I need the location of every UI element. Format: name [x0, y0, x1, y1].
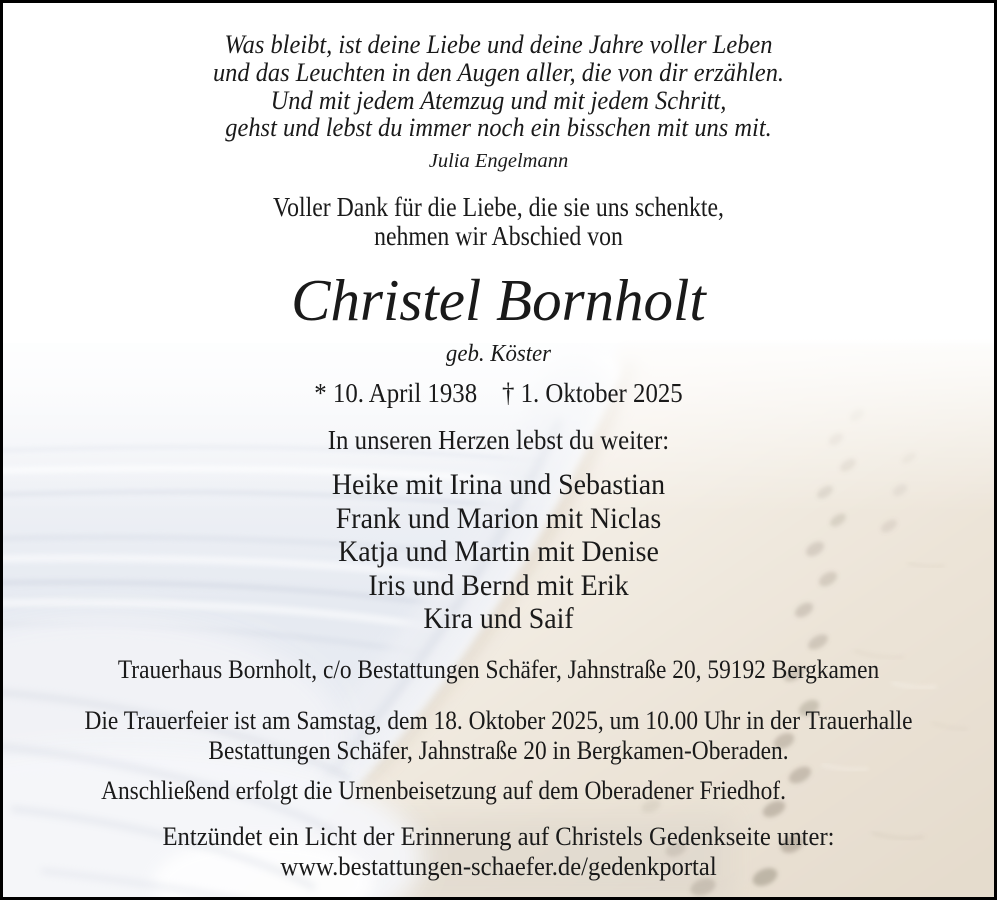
funeral-home-address: Trauerhaus Bornholt, c/o Bestattungen Schäfer, Jahnstraße 20, 59192 Bergkamen: [117, 655, 880, 684]
poem-line: gehst und lebst du immer noch ein bisschen mit uns mit.: [225, 113, 772, 143]
memorial-site-info: [38, 821, 960, 881]
family-list: [38, 468, 960, 636]
memorial-poem: [33, 31, 965, 142]
life-dates: [43, 378, 955, 409]
poem-line: Und mit jedem Atemzug und mit jedem Schritt,: [270, 85, 727, 115]
deceased-name: Christel Bornholt: [291, 267, 706, 333]
poem-attribution: Julia Engelmann: [428, 150, 569, 172]
farewell-intro: [62, 193, 934, 251]
burial-info: Anschließend erfolgt die Urnenbeisetzung auf dem Oberadener Friedhof.: [101, 776, 786, 805]
service-details-line: Die Trauerfeier ist am Samstag, dem 18. Oktober 2025, um 10.00 Uhr in der Trauerhalle: [84, 706, 913, 735]
memorial-site-line: Entzündet ein Licht der Erinnerung auf Christels Gedenkseite unter:: [162, 821, 835, 851]
remembrance-heading: In unseren Herzen lebst du weiter:: [327, 425, 670, 455]
death-date: † 1. Oktober 2025: [501, 378, 683, 408]
birth-date: * 10. April 1938: [314, 378, 478, 408]
poem-line: und das Leuchten in den Augen aller, die von dir erzählen.: [212, 57, 785, 87]
family-member-line: Kira und Saif: [423, 602, 574, 636]
service-details-line: Bestattungen Schäfer, Jahnstraße 20 in Bergkamen-Oberaden.: [208, 735, 789, 765]
family-member-line: Katja und Martin mit Denise: [338, 535, 659, 569]
poem-line: Was bleibt, ist deine Liebe und deine Jahre voller Leben: [224, 30, 773, 59]
memorial-site-url: www.bestattungen-schaefer.de/gedenkportal: [280, 851, 717, 881]
family-member-line: Frank und Marion mit Niclas: [335, 501, 662, 535]
farewell-intro-line: nehmen wir Abschied von: [374, 221, 623, 251]
service-details: [53, 706, 945, 765]
maiden-name: geb. Köster: [445, 341, 552, 367]
farewell-intro-line: Voller Dank für die Liebe, die sie uns schenkte,: [273, 192, 724, 222]
family-member-line: Iris und Bernd mit Erik: [368, 568, 629, 602]
family-member-line: Heike mit Irina und Sebastian: [331, 468, 666, 501]
